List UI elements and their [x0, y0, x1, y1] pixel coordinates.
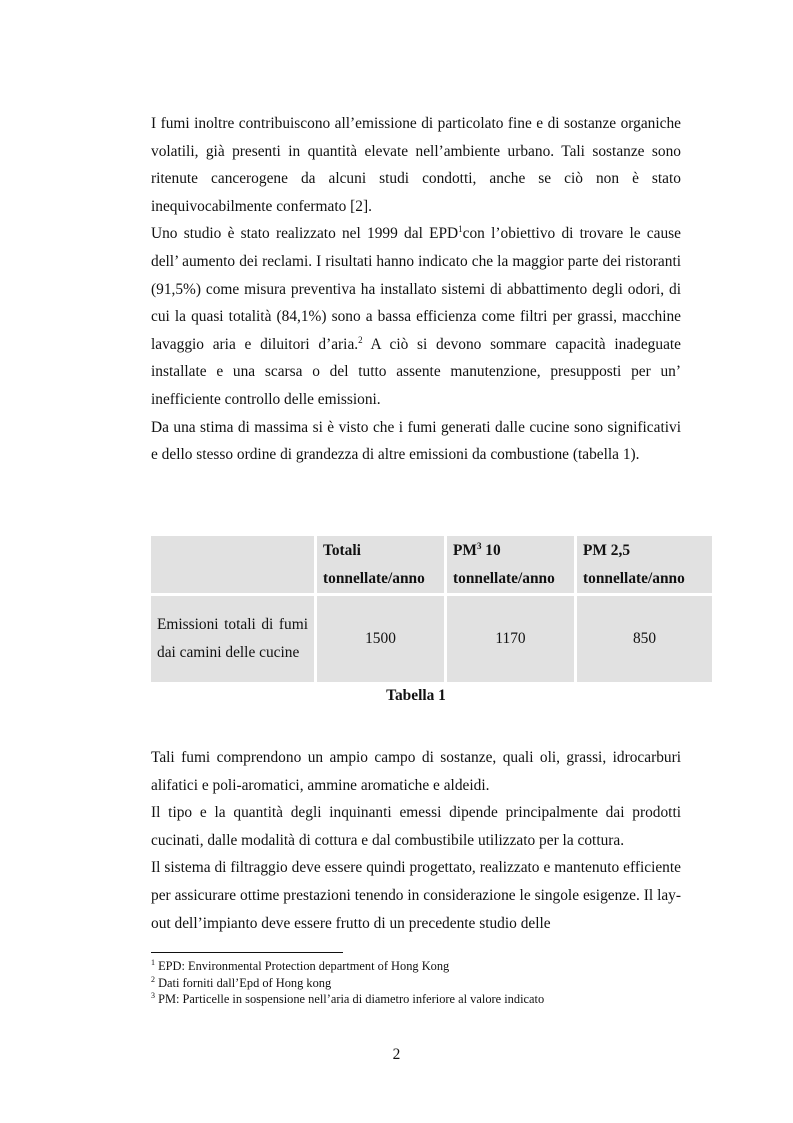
footnote-1-text: EPD: Environmental Protection department of Hong Kong	[155, 959, 450, 973]
row-label-emissioni: Emissioni totali di fumi dai camini delle cucine	[151, 593, 314, 682]
header-pm10	[444, 536, 574, 593]
paragraph-pollutants: Il tipo e la quantità degli inquinanti emessi dipende principalmente dai prodotti cucinati, dalle modalità di cottura e dal combustibile utilizzato per la cottura.	[151, 804, 681, 849]
paragraph-filtering: Il sistema di filtraggio deve essere quindi progettato, realizzato e mantenuto efficiente per assicurare ottime prestazioni tenendo in considerazione le singole esigenze. Il lay-out dell’impianto deve essere frutto di un precedente studio delle	[151, 859, 681, 932]
footnote-3-number: 3	[151, 990, 155, 1000]
cell-pm10-value: 1170	[444, 593, 574, 682]
header-totali: Totali tonnellate/anno	[314, 536, 444, 593]
footnote-separator	[151, 952, 343, 953]
footnote-1-number: 1	[151, 957, 155, 967]
paragraph-estimate: Da una stima di massima si è visto che i fumi generati dalle cucine sono significativi e dello stesso ordine di grandezza di altre emissioni da combustione (tabella 1).	[151, 418, 681, 464]
cell-pm25-value: 850	[574, 593, 712, 682]
table-header-row	[151, 536, 712, 593]
header-empty-cell	[151, 536, 314, 593]
table-caption: Tabella 1	[386, 687, 446, 704]
emissions-table	[151, 536, 712, 682]
table-row	[151, 593, 712, 682]
footnote-3	[151, 991, 711, 1008]
cell-totali-value: 1500	[314, 593, 444, 682]
header-pm10-b: 10 tonnellate/anno	[453, 541, 555, 587]
body-text-bottom	[151, 744, 681, 937]
paragraph-epd-study	[151, 220, 681, 413]
paragraph-particulate: I fumi inoltre contribuiscono all’emissione di particolato fine e di sostanze organiche volatili, già presenti in quantità elevate nell’ambiente urbano. Tali sostanze sono ritenute cancerogene da alcuni studi condotti, anche se ciò non è stato inequivocabilmente confermato [2].	[151, 115, 681, 215]
footnote-ref-1[interactable]: 1	[458, 224, 463, 235]
footnotes	[151, 958, 711, 1008]
footnote-2-number: 2	[151, 974, 155, 984]
body-text-top	[151, 110, 681, 469]
paragraph-substances: Tali fumi comprendono un ampio campo di sostanze, quali oli, grassi, idrocarburi alifatici e poli-aromatici, ammine aromatiche e aldeidi.	[151, 749, 681, 794]
footnote-ref-2[interactable]: 2	[358, 334, 363, 345]
header-pm10-a: PM	[453, 541, 477, 559]
footnote-1	[151, 958, 711, 975]
page-number: 2	[392, 1046, 401, 1063]
header-pm25: PM 2,5 tonnellate/anno	[574, 536, 712, 593]
epd-study-text-b: con l’obiettivo di trovare le cause dell’ aumento dei reclami. I risultati hanno indicato che la maggior parte dei ristoranti (91,5%) come misura preventiva ha installato sistemi di abbattimento degli odori, di cui la quasi totalità (84,1%) sono a bassa efficienza come filtri per grassi, macchine lavaggio aria e diluitori d’aria.	[151, 225, 681, 353]
footnote-2	[151, 975, 711, 992]
epd-study-text-a: Uno studio è stato realizzato nel 1999 dal EPD	[151, 225, 459, 243]
footnote-ref-3[interactable]: 3	[476, 540, 482, 551]
footnote-2-text: Dati forniti dall’Epd of Hong kong	[155, 975, 332, 990]
footnote-3-text: PM: Particelle in sospensione nell’aria di diametro inferiore al valore indicato	[155, 992, 545, 1006]
epd-study-text-c: A ciò si devono sommare capacità inadeguate installate e una scarsa o del tutto assente manutenzione, presupposti per un’ inefficiente controllo delle emissioni.	[151, 335, 682, 408]
